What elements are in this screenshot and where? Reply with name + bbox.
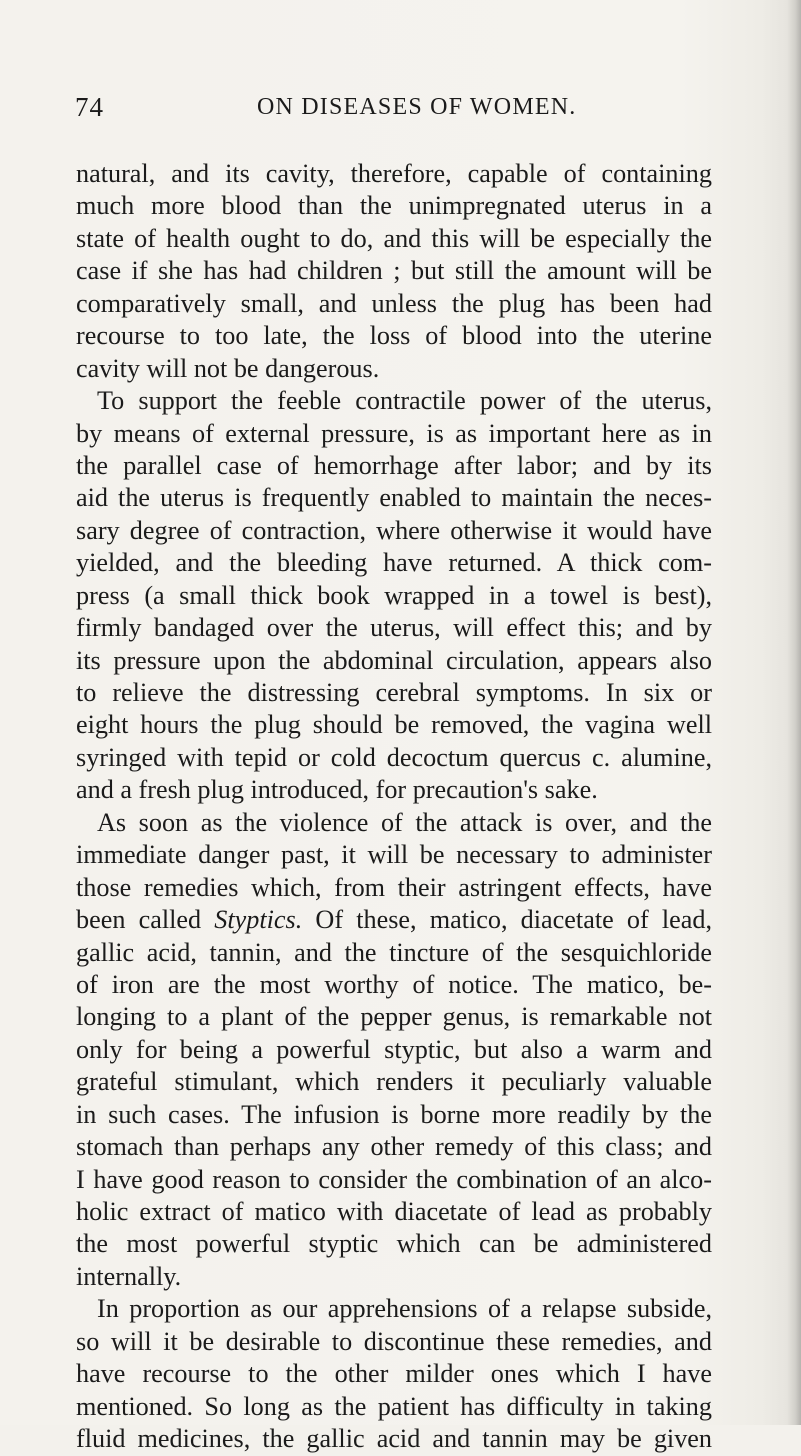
text-line: aid the uterus is frequently enabled to maintain the neces- [76,483,712,513]
text-run: Of these, matico, diacetate of lead, [302,905,713,935]
text-line: those remedies which, from their astringent effects, have [76,872,712,902]
text-line: stomach than perhaps any other remedy of this class; and [76,1132,712,1162]
text-line: natural, and its cavity, therefore, capable of containing [76,159,712,188]
text-run: been called [76,905,215,935]
text-line: case if she has had children ; but still the amount will be [76,256,712,286]
text-line: in such cases. The infusion is borne more readily by the [76,1099,712,1129]
text-line: syringed with tepid or cold decoctum quercus c. alumine, [76,742,712,772]
text-line: only for being a powerful styptic, but also a warm and [76,1034,712,1064]
text-line-with-italic [76,904,712,936]
italic-term-styptics: Styptics. [214,905,303,935]
text-line: state of health ought to do, and this will be especially the [76,223,712,253]
page-number: 74 [75,92,104,122]
running-head [75,92,715,132]
text-line: its pressure upon the abdominal circulation, appears also [76,645,712,675]
text-line: comparatively small, and unless the plug has been had [76,288,712,318]
text-line: I have good reason to consider the combination of an alco- [76,1164,712,1194]
text-line: holic extract of matico with diacetate of lead as probably [76,1197,712,1226]
text-line: by means of external pressure, is as important here as in [76,418,712,448]
text-line: yielded, and the bleeding have returned. A thick com- [76,548,712,578]
paragraph-first-line: In proportion as our apprehensions of a relapse subside, [97,1294,712,1324]
paragraph-first-line: To support the feeble contractile power of the uterus, [97,386,712,416]
text-line: fluid medicines, the gallic acid and tannin may be given [76,1424,712,1454]
text-line: sary degree of contraction, where otherwise it would have [76,515,712,545]
running-head-title: ON DISEASES OF WOMEN. [257,94,577,120]
body-text [76,158,712,1456]
text-line: gallic acid, tannin, and the tincture of the sesquichloride [76,937,712,967]
text-line: cavity will not be dangerous. [76,353,380,383]
text-line: longing to a plant of the pepper genus, is remarkable not [76,1002,712,1032]
text-line: firmly bandaged over the uterus, will effect this; and by [76,613,712,643]
text-line: internally. [76,1261,182,1291]
page-edge-shadow [787,0,801,1425]
text-line: to relieve the distressing cerebral symptoms. In six or [76,678,712,707]
text-line: recourse to too late, the loss of blood into the uterine [76,321,712,351]
paragraph-first-line: As soon as the violence of the attack is over, and the [97,807,712,837]
text-line: and a fresh plug introduced, for precaution's sake. [76,775,598,805]
text-line: press (a small thick book wrapped in a towel is best), [76,580,712,610]
text-line: of iron are the most worthy of notice. The matico, be- [76,969,712,999]
text-line: eight hours the plug should be removed, the vagina well [76,710,712,740]
text-line: mentioned. So long as the patient has difficulty in taking [76,1391,712,1421]
text-line: immediate danger past, it will be necessary to administer [76,840,712,870]
text-line: so will it be desirable to discontinue these remedies, and [76,1326,712,1356]
text-line: have recourse to the other milder ones which I have [76,1359,712,1389]
text-line: the most powerful styptic which can be administered [76,1229,712,1259]
text-line: grateful stimulant, which renders it peculiarly valuable [76,1067,712,1097]
text-line: much more blood than the unimpregnated uterus in a [76,191,712,221]
text-line: the parallel case of hemorrhage after labor; and by its [76,450,712,480]
